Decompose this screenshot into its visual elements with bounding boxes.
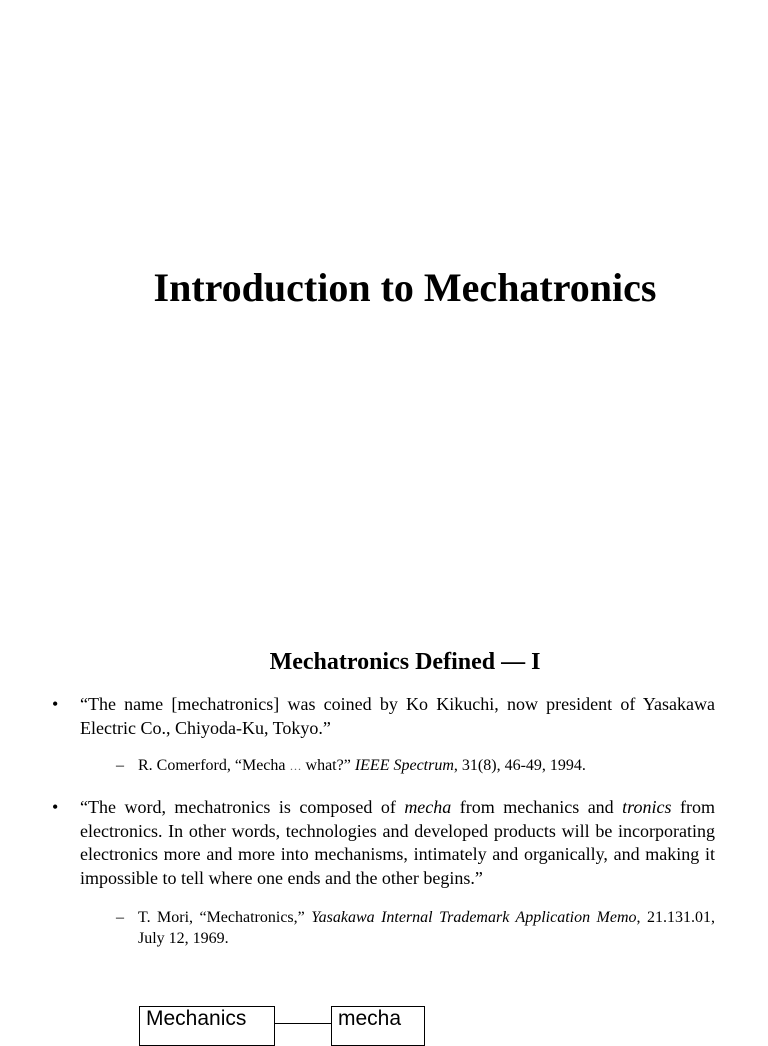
- bullet-marker: •: [52, 797, 59, 817]
- bullet-quote: “The name [mechatronics] was coined by Ko Kikuchi, now president of Yasakawa Electric Co., Chiyoda-Ku, Tokyo.”: [80, 694, 715, 738]
- slide-title: Introduction to Mechatronics: [153, 265, 657, 310]
- citation-ellipsis: …: [289, 759, 302, 773]
- citation-journal: IEEE Spectrum: [354, 757, 454, 774]
- bullet-marker: •: [52, 694, 59, 714]
- quote-part-2: from mechanics and: [451, 797, 623, 817]
- citation-source: Yasakawa Internal Trademark Application Memo: [311, 909, 637, 926]
- diagram-box-mechanics: Mechanics: [139, 1006, 275, 1046]
- citation-title-start: “Mecha: [234, 757, 290, 774]
- citation-dash: –: [116, 909, 124, 926]
- citation-author: T. Mori, “Mechatronics,”: [138, 909, 312, 926]
- term-mecha: mecha: [404, 797, 452, 817]
- quote-part-1: “The word, mechatronics is composed of: [80, 797, 405, 817]
- term-tronics: tronics: [622, 797, 672, 817]
- citation-title-end: what?”: [301, 757, 355, 774]
- diagram-box-mecha: mecha: [331, 1006, 425, 1046]
- quote-part-3: from electronics. In other words, technologies and developed products will be incorporating electronics more and more into mechanisms, intimately and organically, and making it impossible to tell where one ends and the other begins.”: [80, 797, 715, 888]
- citation-dash: –: [116, 757, 124, 774]
- citation-author: R. Comerford,: [138, 757, 235, 774]
- citation-details: , 31(8), 46-49, 1994.: [453, 757, 586, 774]
- section-heading: Mechatronics Defined — I: [269, 649, 541, 675]
- citation-details: , 21.131.01, July 12, 1969.: [138, 909, 715, 947]
